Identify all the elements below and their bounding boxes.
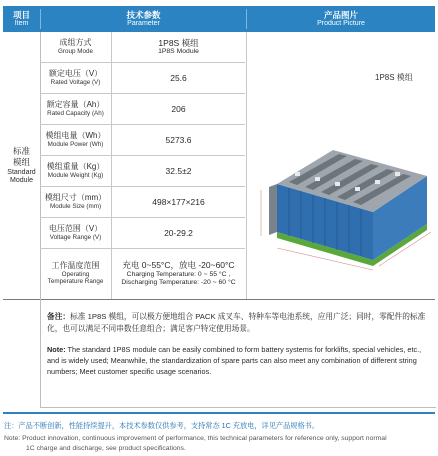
spec-label-zh: 模组电量（Wh） [45, 130, 106, 140]
note-zh-text: 标准 1P8S 模组，可以极方便地组合 PACK 成叉车、特种车等电池系统，应用广泛；同时，零配件的标准化，也可以满足不同串数任意组合；满足客户特定使用场景。 [47, 312, 426, 333]
header-picture [247, 6, 435, 32]
spec-row-module-weight [40, 156, 245, 187]
table-header [3, 6, 435, 32]
spec-label-en: Rated Voltage (V) [50, 78, 101, 86]
spec-label-zh: 电压范围（V） [48, 223, 103, 233]
spec-row-module-size [40, 187, 245, 218]
spec-label-zh: 模组重量（Kg） [46, 161, 105, 171]
spec-value: 498×177×216 [152, 196, 205, 207]
footer-note-en [4, 434, 434, 454]
spec-row-voltage-range [40, 218, 245, 249]
spec-value-en: 1P8S Module [158, 47, 199, 55]
spec-value: 206 [171, 103, 186, 114]
header-parameter-zh: 技术参数 [126, 9, 161, 20]
product-picture-label: 1P8S 模组 [375, 73, 413, 82]
spec-label-zh: 模组尺寸（mm） [44, 192, 107, 202]
spec-value: 充电 0~55°C，放电 -20~60°C [122, 260, 235, 271]
footer-note-en-line1: Note: Product innovation, continuous improvement of performance, this technical parameters for reference only, support normal [4, 435, 387, 442]
header-picture-en: Product Picture [317, 19, 365, 27]
spec-row-rated-capacity [40, 94, 245, 125]
header-picture-zh: 产品图片 [323, 9, 358, 20]
spec-value: 32.5±2 [165, 165, 192, 176]
spec-row-module-power [40, 125, 245, 156]
notes-left-spacer [3, 299, 40, 407]
header-item-en: Item [14, 19, 29, 27]
spec-table-body [3, 32, 435, 300]
header-item-zh: 项目 [12, 9, 30, 20]
spec-label-zh: 额定电压（V） [48, 68, 103, 78]
footer-divider [3, 412, 435, 414]
spec-label-zh: 成组方式 [59, 37, 92, 47]
spec-value: 1P8S 模组 [158, 37, 199, 48]
spec-label-en: Temperature Range [47, 278, 104, 286]
note-english [47, 345, 433, 378]
spec-value-en: Discharging Temperature: -20 ~ 60 °C [121, 279, 236, 287]
header-parameter-en: Parameter [127, 19, 160, 27]
spec-label-en: Module Weight (Kg) [47, 171, 104, 179]
item-name-en: Standard Module [7, 169, 36, 185]
spec-value: 5273.6 [165, 134, 192, 145]
product-picture-area [246, 32, 436, 299]
spec-label-zh: 额定容量（Ah） [46, 99, 105, 109]
item-name-zh: 标准模组 [12, 146, 30, 167]
notes-section [40, 299, 436, 408]
spec-label-en: Operating [61, 271, 90, 279]
spec-label-en: Module Size (mm) [49, 202, 102, 210]
item-cell [3, 32, 41, 299]
spec-label-en: Rated Capacity (Ah) [47, 109, 104, 117]
spec-row-operating-temperature [40, 249, 245, 299]
battery-module-image [255, 132, 435, 272]
spec-row-group-mode [40, 32, 245, 63]
spec-label-en: Group Mode [57, 47, 93, 55]
header-item [3, 6, 40, 32]
footer-note-zh: 注：产品不断创新，性能持续提升，本技术参数仅供参考，支持常态 1C 充放电，详见产品规格书。 [4, 421, 320, 430]
note-en-text: The standard 1P8S module can be easily combined to form battery systems for forklifts, special vehicles, etc., and is widely used; Meanwhile, the standardization of spare parts can also meet any combination of different string numbers; Meet customer specific usage scenarios. [47, 345, 422, 376]
spec-label-zh: 工作温度范围 [51, 261, 100, 271]
header-parameter [41, 6, 246, 32]
spec-value-en: Charging Temperature: 0 ~ 55 °C , [126, 270, 231, 278]
spec-value: 20-29.2 [164, 227, 193, 238]
footer-note-en-line2: 1C charge and discharge, see product specifications. [26, 444, 186, 452]
note-zh-prefix: 备注： [47, 312, 71, 321]
spec-value: 25.6 [170, 72, 187, 83]
note-en-prefix: Note: [47, 345, 66, 354]
spec-label-en: Voltage Range (V) [49, 233, 102, 241]
spec-label-en: Module Power (Wh) [47, 140, 104, 148]
spec-row-rated-voltage [40, 63, 245, 94]
module-end-plate [269, 184, 277, 235]
note-chinese [47, 311, 433, 334]
